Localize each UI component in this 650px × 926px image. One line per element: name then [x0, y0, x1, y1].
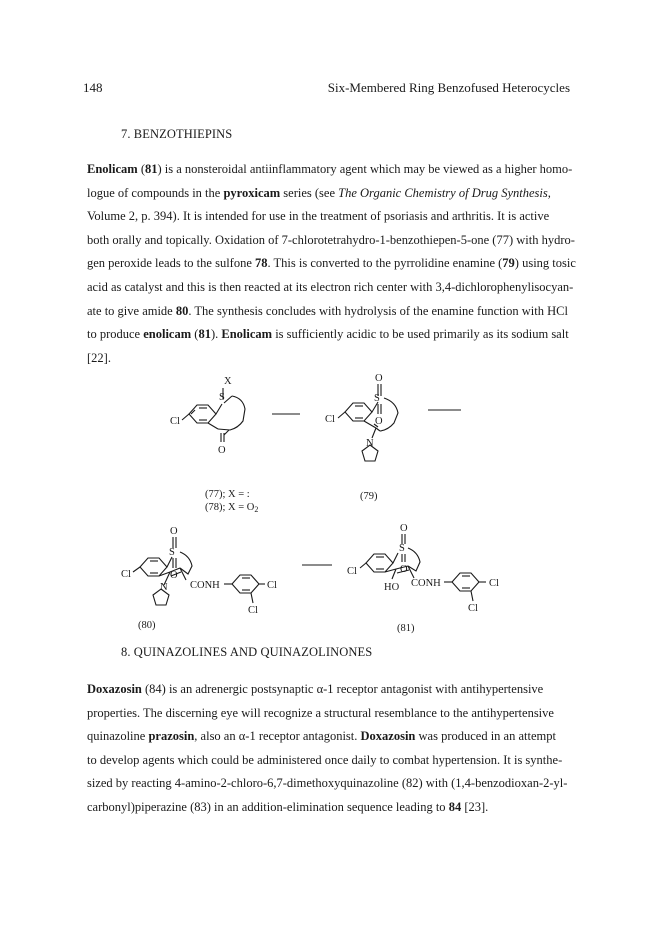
- paragraph-doxazosin: [87, 678, 572, 820]
- text-run: ).: [210, 327, 222, 342]
- atom-label: Cl: [121, 569, 131, 580]
- text-line: properties. The discerning eye will recognize a structural resemblance to the antihypertensive: [87, 705, 554, 720]
- atom-label: CONH: [190, 580, 220, 591]
- atom-label: O: [170, 526, 178, 537]
- drug-name: enolicam: [143, 327, 192, 342]
- compound-ref: 81: [198, 327, 211, 342]
- atom-label: CONH: [411, 578, 441, 589]
- text-run: series (see: [280, 185, 339, 200]
- drug-name: prazosin: [148, 729, 195, 744]
- text-run: (: [137, 162, 145, 176]
- atom-label: Cl: [468, 603, 478, 614]
- compound-ref: 84: [448, 799, 462, 814]
- structure-80: [133, 537, 265, 605]
- text-run: is sufficiently acidic to be used primarily as its sodium salt: [272, 327, 569, 342]
- compound-label: (81): [397, 623, 415, 634]
- compound-ref: 80: [175, 303, 189, 318]
- text-run: ) is a nonsteroidal antiinflammatory agent which may be viewed as a higher homo-: [157, 162, 573, 176]
- atom-label: Cl: [170, 416, 180, 427]
- drug-name: Doxazosin: [87, 682, 142, 696]
- atom-label: Cl: [248, 605, 258, 616]
- atom-label: X: [224, 376, 232, 387]
- running-title: Six-Membered Ring Benzofused Heterocycles: [327, 80, 570, 95]
- subscript: 2: [254, 505, 259, 514]
- text-run: carbonyl)piperazine (83) in an addition-elimination sequence leading to: [87, 799, 449, 814]
- atom-label: Cl: [267, 580, 277, 591]
- text-run: . The synthesis concludes with hydrolysis of the enamine function with HCl: [188, 303, 568, 318]
- text-run: ) using tosic: [514, 256, 576, 271]
- compound-ref: 78: [255, 256, 268, 271]
- structure-81: [360, 534, 486, 601]
- text-run: , also an α-1 receptor antagonist.: [194, 729, 361, 744]
- atom-label: S: [169, 547, 175, 558]
- atom-label: S: [219, 392, 225, 403]
- compound-label-text: (78); X = O: [205, 502, 255, 513]
- compound-label: (77); X = :: [205, 489, 250, 500]
- atom-label: O: [170, 570, 178, 581]
- atom-label: O: [375, 373, 383, 384]
- compound-ref: 79: [502, 256, 515, 271]
- book-title: The Organic Chemistry of Drug Synthesis,: [338, 185, 551, 200]
- atom-label: N: [160, 582, 168, 593]
- atom-label: Cl: [347, 566, 357, 577]
- text-run: (84) is an adrenergic postsynaptic α-1 receptor antagonist with antihypertensive: [141, 682, 544, 696]
- text-line: [87, 796, 572, 820]
- drug-name: Doxazosin: [360, 729, 416, 744]
- text-run: gen peroxide leads to the sulfone: [87, 256, 256, 271]
- structure-77: [182, 388, 245, 442]
- text-line: [87, 678, 572, 702]
- text-line: [87, 725, 572, 749]
- drug-name: pyroxicam: [223, 185, 281, 200]
- atom-label: Cl: [489, 578, 499, 589]
- text-line: to develop agents which could be administered once daily to combat hypertension. It is synthe-: [87, 752, 563, 767]
- compound-label: [205, 502, 258, 514]
- text-run: ate to give amide: [87, 303, 176, 318]
- text-line: [22].: [87, 350, 111, 365]
- text-line: both orally and topically. Oxidation of 7-chlorotetrahydro-1-benzothiepen-5-one (77) with hydro-: [87, 232, 575, 247]
- compound-label: (80): [138, 620, 156, 631]
- text-run: logue of compounds in the: [87, 185, 224, 200]
- page-number: 148: [83, 80, 103, 95]
- text-run: quinazoline: [87, 729, 149, 744]
- section-heading-quinazolines: 8. QUINAZOLINES AND QUINAZOLINONES: [121, 645, 373, 659]
- text-line: sized by reacting 4-amino-2-chloro-6,7-dimethoxyquinazoline (82) with (1,4-benzodioxan-2-yl-: [87, 776, 568, 791]
- atom-label: O: [375, 416, 383, 427]
- atom-label: O: [218, 445, 226, 456]
- text-run: . This is converted to the pyrrolidine enamine (: [267, 256, 503, 271]
- text-line: acid as catalyst and this is then reacted at its electron rich center with 3,4-dichlorophenylisocyan-: [87, 279, 574, 294]
- drug-name: Enolicam: [87, 162, 138, 176]
- text-line: Volume 2, p. 394). It is intended for use in the treatment of psoriasis and arthritis. It is active: [87, 209, 550, 224]
- text-run: was produced in an attempt: [415, 729, 556, 744]
- compound-ref: 81: [145, 162, 158, 176]
- section-heading-benzothiepins: 7. BENZOTHIEPINS: [121, 127, 233, 141]
- atom-label: HO: [384, 582, 400, 593]
- text-run: [23].: [461, 799, 489, 814]
- atom-label: S: [399, 543, 405, 554]
- atom-label: O: [400, 564, 408, 575]
- atom-label: N: [366, 438, 374, 449]
- atom-label: O: [400, 523, 408, 534]
- drug-name: Enolicam: [221, 327, 273, 342]
- text-run: to produce: [87, 327, 144, 342]
- compound-label: (79): [360, 491, 378, 502]
- text-run: (: [191, 327, 199, 342]
- structure-79: [338, 384, 398, 461]
- atom-label: Cl: [325, 414, 335, 425]
- atom-label: S: [374, 393, 380, 404]
